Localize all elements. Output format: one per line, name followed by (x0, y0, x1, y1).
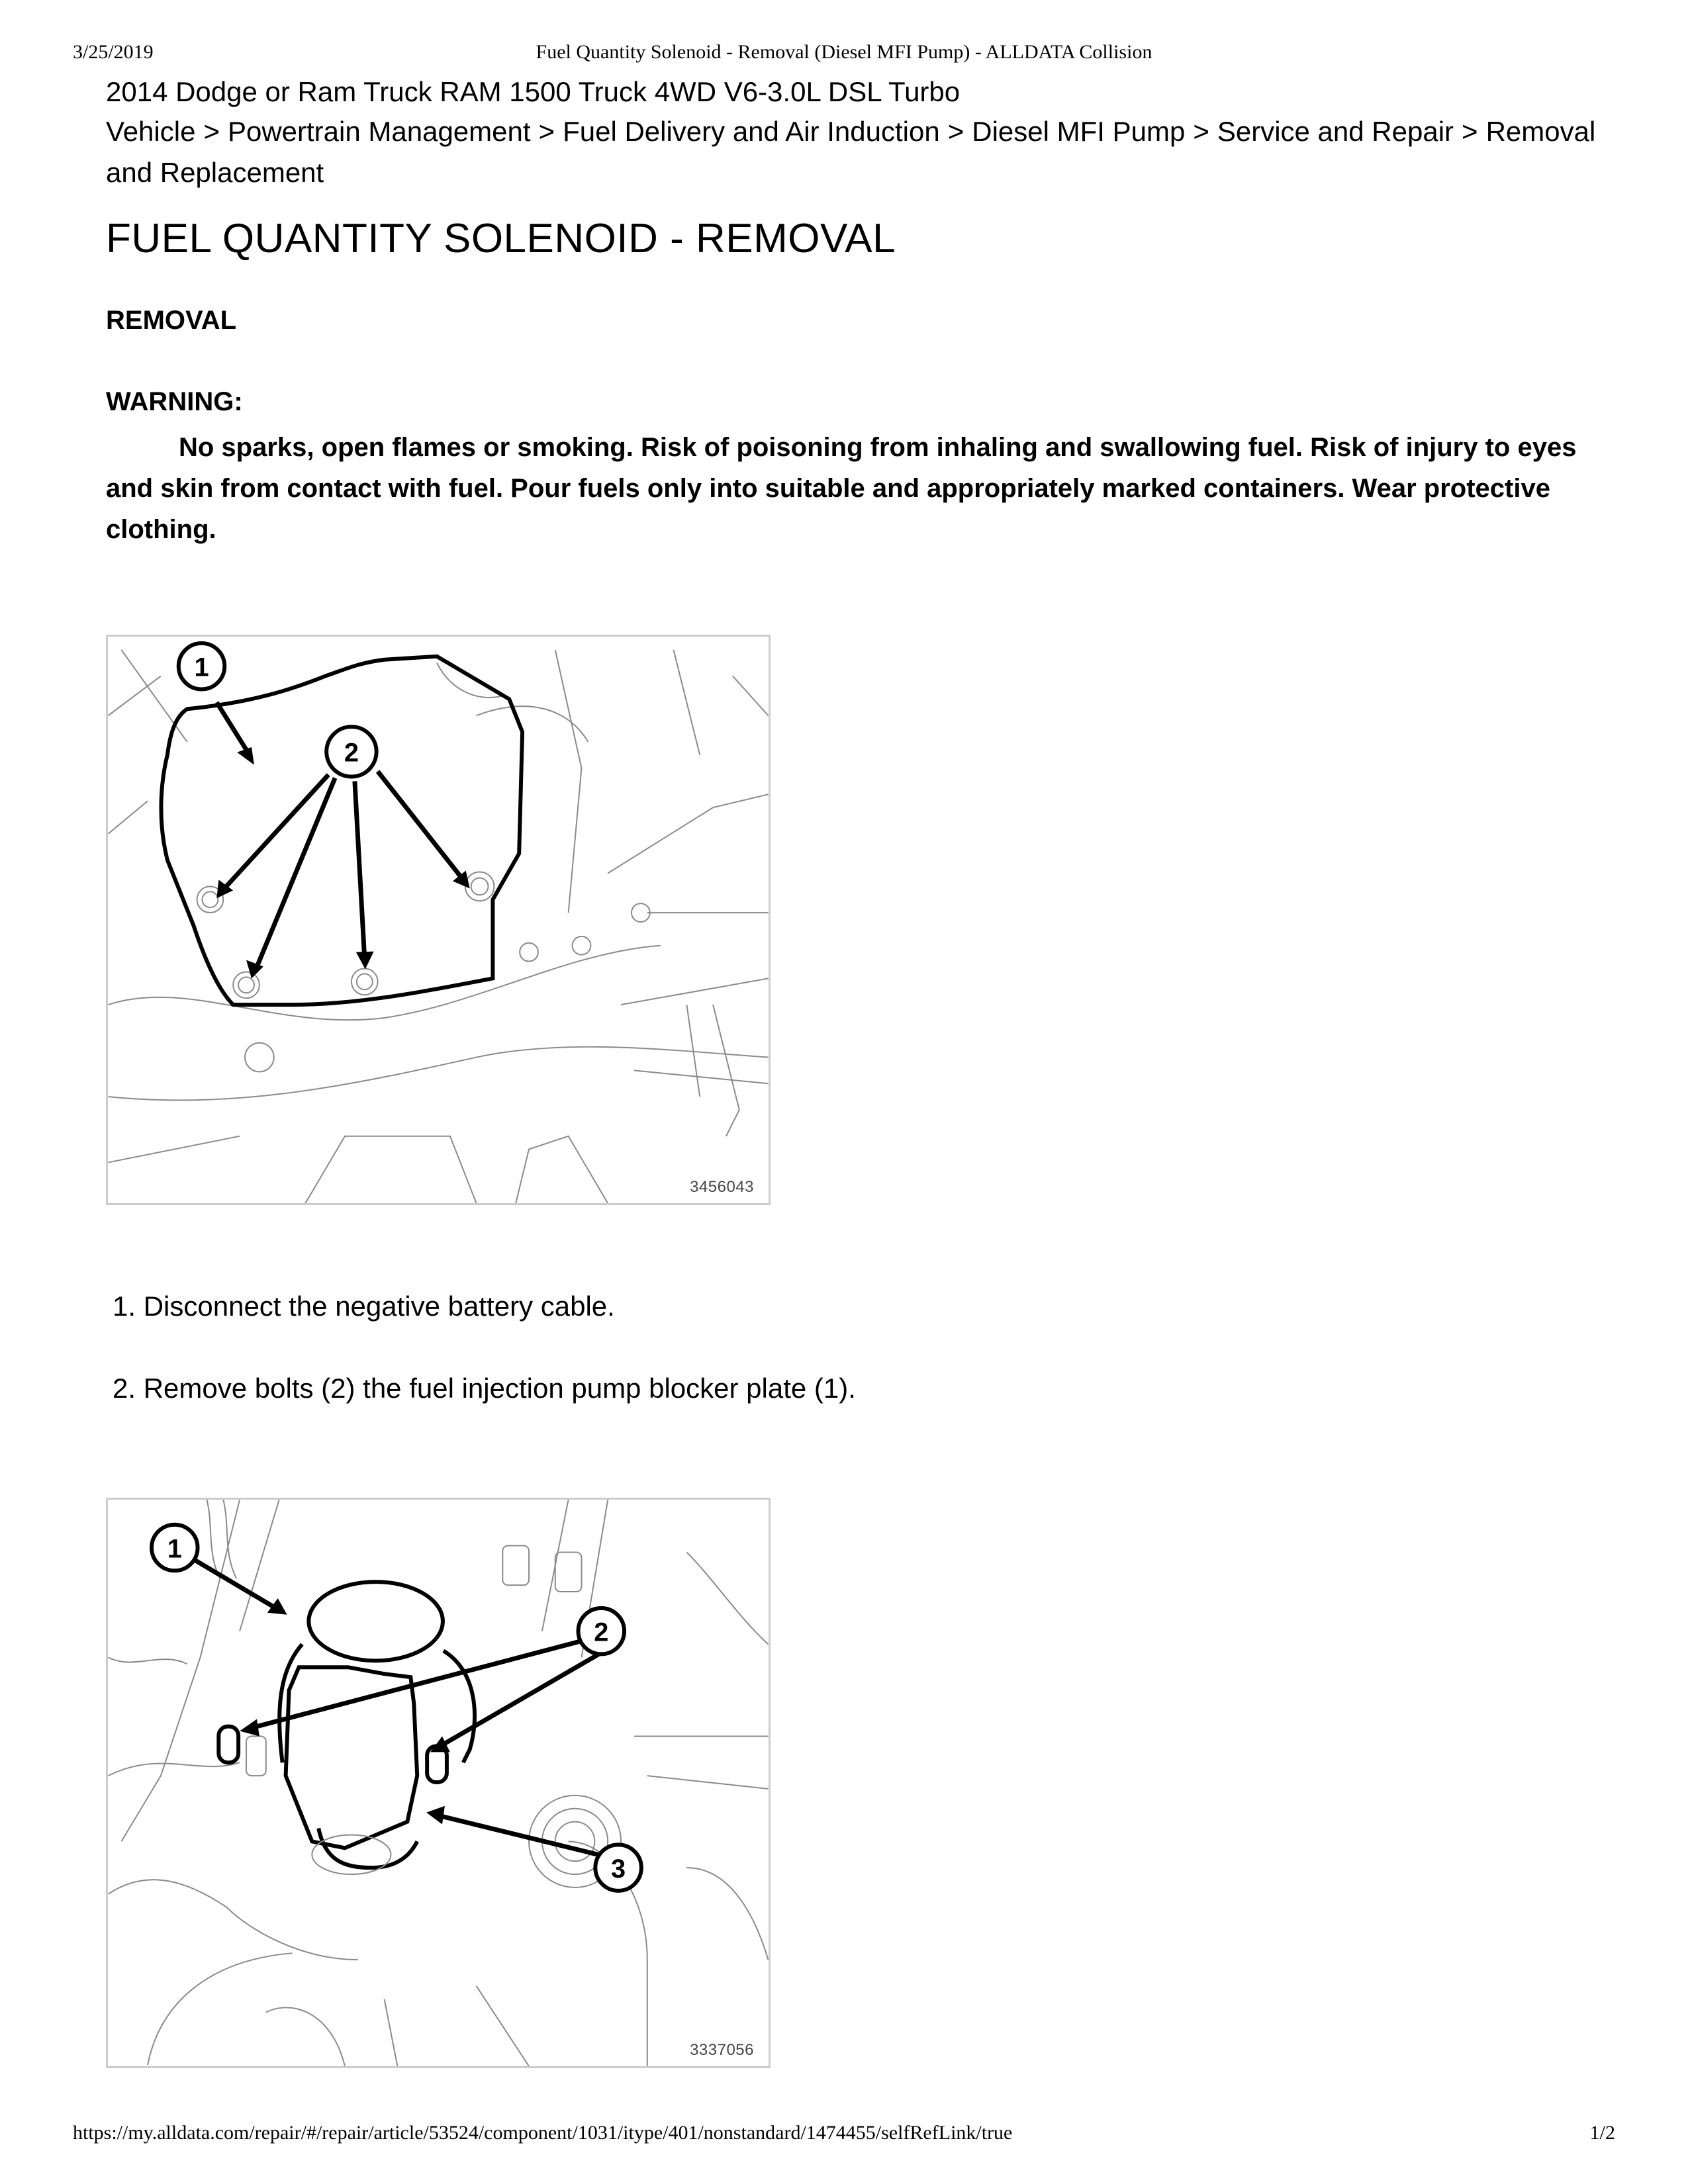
print-footer (0, 2122, 1688, 2148)
figure-number: 3456043 (690, 1178, 754, 1196)
breadcrumb-item-powertrain-management[interactable]: Powertrain Management (227, 116, 531, 147)
breadcrumb-item-removal-and-replacement[interactable]: Removal and Replacement (106, 116, 1596, 188)
breadcrumb (106, 111, 1602, 193)
callout-1 (152, 1525, 198, 1571)
fuel-quantity-solenoid-diagram (108, 1500, 769, 2066)
breadcrumb-item-diesel-mfi-pump[interactable]: Diesel MFI Pump (972, 116, 1186, 147)
svg-text:1: 1 (194, 653, 209, 682)
callout-2 (579, 1608, 625, 1655)
breadcrumb-separator: > (1193, 116, 1209, 147)
print-header (0, 41, 1688, 68)
figure-fuel-quantity-solenoid (106, 1498, 771, 2068)
breadcrumb-separator: > (538, 116, 555, 147)
breadcrumb-separator: > (947, 116, 964, 147)
step-number: 2. (113, 1373, 136, 1404)
callout-2 (326, 727, 376, 776)
print-url: https://my.alldata.com/repair/#/repair/article/53524/component/1031/itype/401/nonstandard/1474455/selfRefLink/true (73, 2122, 1013, 2144)
step-number: 1. (113, 1291, 136, 1322)
warning-label: WARNING: (106, 387, 243, 416)
breadcrumb-separator: > (1462, 116, 1478, 147)
svg-text:1: 1 (167, 1534, 182, 1564)
callout-3 (595, 1844, 641, 1891)
blocker-plate-diagram (108, 637, 769, 1203)
vehicle-title: 2014 Dodge or Ram Truck RAM 1500 Truck 4WD V6-3.0L DSL Turbo (106, 76, 961, 107)
breadcrumb-separator: > (203, 116, 220, 147)
section-heading: REMOVAL (106, 306, 237, 335)
page-title: FUEL QUANTITY SOLENOID - REMOVAL (106, 216, 896, 261)
step-text: Remove bolts (2) the fuel injection pump blocker plate (1). (143, 1373, 856, 1404)
svg-text:2: 2 (344, 738, 359, 768)
print-date: 3/25/2019 (73, 41, 154, 63)
breadcrumb-item-service-and-repair[interactable]: Service and Repair (1217, 116, 1454, 147)
step-item (113, 1373, 856, 1404)
figure-blocker-plate (106, 635, 771, 1205)
svg-text:2: 2 (594, 1617, 609, 1647)
print-title: Fuel Quantity Solenoid - Removal (Diesel MFI Pump) - ALLDATA Collision (536, 41, 1152, 63)
step-text: Disconnect the negative battery cable. (143, 1291, 615, 1322)
step-item (113, 1291, 615, 1322)
callout-1 (179, 643, 225, 690)
arrow-head-icon (237, 747, 254, 765)
breadcrumb-item-fuel-delivery[interactable]: Fuel Delivery and Air Induction (563, 116, 940, 147)
warning-text: No sparks, open flames or smoking. Risk of poisoning from inhaling and swallowing fuel. Risk of injury to eyes and skin from contact with fuel. Pour fuels only into suitable and appropriately marked containers. Wear protective clothing. (106, 433, 1577, 544)
svg-text:3: 3 (611, 1854, 626, 1884)
page-number: 1/2 (1589, 2122, 1615, 2144)
figure-number: 3337056 (690, 2041, 754, 2059)
breadcrumb-item-vehicle[interactable]: Vehicle (106, 116, 196, 147)
